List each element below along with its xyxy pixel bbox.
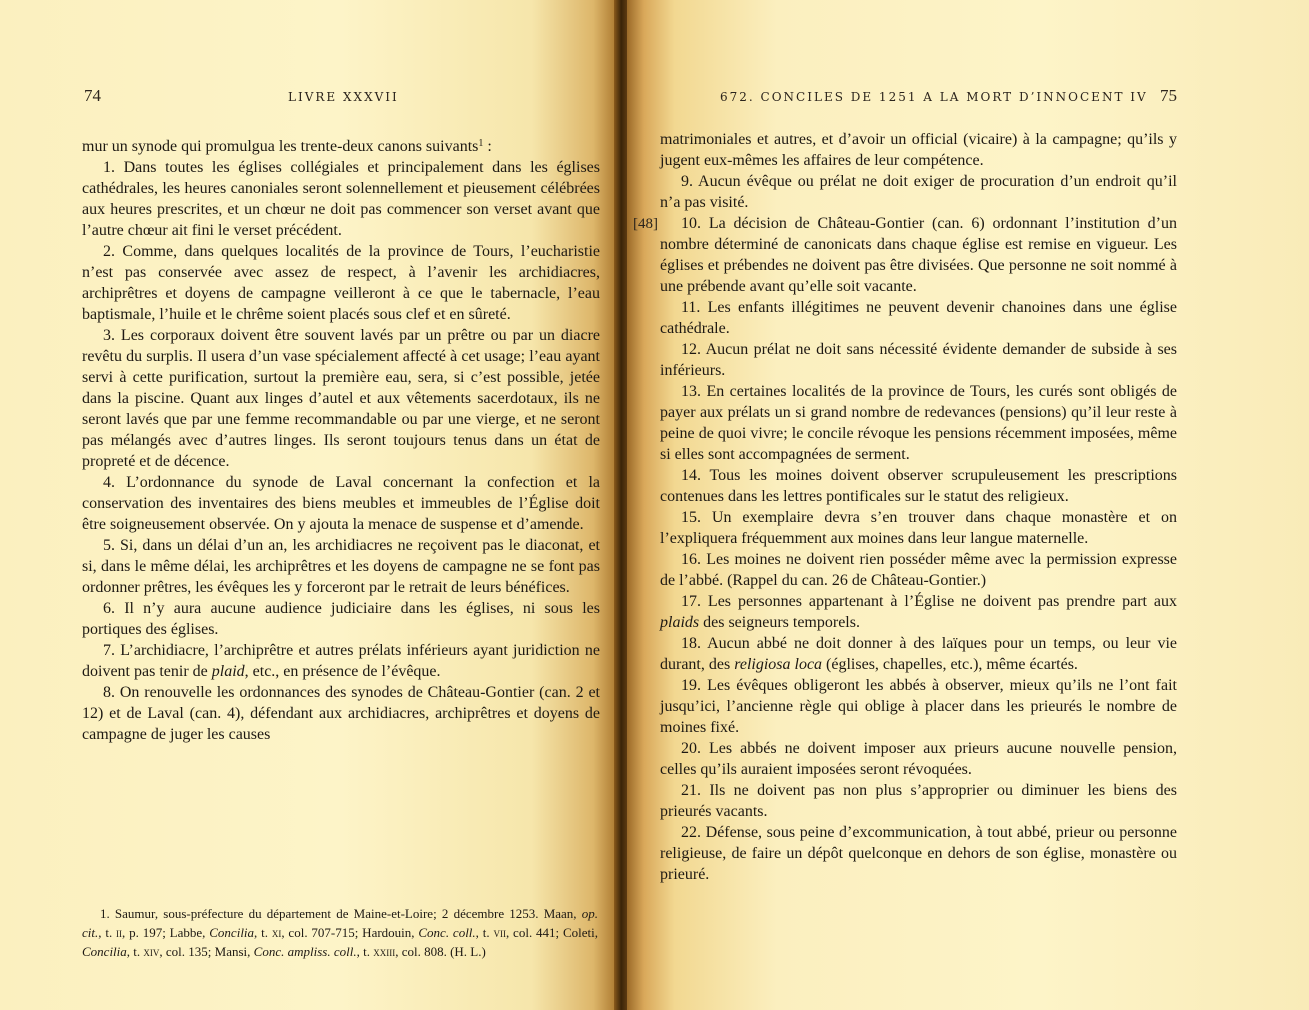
paragraph: mur un synode qui promulgua les trente-deux canons suivants$^1$ : [82, 138, 492, 155]
canon-22: 22. Défense, sous peine d’excommunication, à tout abbé, prieur ou personne religieuse, de faire un dépôt quelconque en dehors de son église, monastère ou prieuré. [660, 824, 1177, 883]
footnote-text: 1. Saumur, sous-préfecture du département de Maine-et-Loire; 2 décembre 1253. Maan, op. cit., t. ii, p. 197; Labbe, Concilia, t. xi, col. 707-715; Hardouin, Conc. coll., t. vii, col. 441; Coleti, Concilia, t. xiv, col. 135; Mansi, Conc. ampliss. coll., t. xxiii, col. 808. (H. L.) [82, 906, 599, 959]
canon-20: 20. Les abbés ne doivent imposer aux prieurs aucune nouvelle pension, celles qu’ils auraient imposées seront révoquées. [660, 740, 1177, 778]
canon-1: 1. Dans toutes les églises collégiales et principalement dans les églises cathédrales, les heures canoniales seront solennellement et pieusement célébrées aux heures prescrites, et un chœur ne doit pas commencer son verset avant que l’autre chœur ait fini le verset précédent. [82, 159, 600, 239]
canon-3: 3. Les corporaux doivent être souvent lavés par un prêtre ou par un diacre revêtu du surplis. Il usera d’un vase spécialement affecté à cet usage; l’eau ayant servi à cette purification, surtout la première eau, sera, si c’est possible, jetée dans la piscine. Quant aux linges d’autel et aux vêtements sacerdotaux, ils ne seront lavés que par une femme recommandable ou par une vierge, et ne seront pas mélangés avec d’autres linges. Ils seront toujours tenus dans un état de propreté et de décence. [82, 327, 600, 470]
right-page [627, 0, 1309, 1010]
canon-14: 14. Tous les moines doivent observer scrupuleusement les prescriptions contenues dans les lettres pontificales sur le statut des religieux. [660, 467, 1177, 505]
canon-2: 2. Comme, dans quelques localités de la province de Tours, l’eucharistie n’est pas conservée avec assez de respect, à l’avenir les archidiacres, archiprêtres et doyens de campagne veilleront à ce que le tabernacle, l’eau baptismale, l’huile et le chrême soient placés sous clef et en sûreté. [82, 243, 600, 323]
canon-10: 10. La décision de Château-Gontier (can. 6) ordonnant l’institution d’un nombre déterminé de canonicats dans chaque église est remise en vigueur. Les églises et prébendes ne doivent pas être divisées. Que personne ne soit nommé à une prébende avant qu’elle soit vacante. [660, 215, 1177, 295]
canon-8: 8. On renouvelle les ordonnances des synodes de Château-Gontier (can. 2 et 12) et de Laval (can. 4), défendant aux archidiacres, archiprêtres et doyens de campagne de juger les causes [82, 684, 600, 743]
footnote-marker[interactable]: 1 [478, 138, 484, 149]
canon-15: 15. Un exemplaire devra s’en trouver dans chaque monastère et on l’expliquera fréquemment aux moines dans leur langue maternelle. [660, 509, 1177, 547]
canon-13: 13. En certaines localités de la province de Tours, les curés sont obligés de payer aux prélats un si grand nombre de redevances (pensions) qu’il leur reste à peine de quoi vivre; le concile révoque les pensions récemment imposées, même si elles sont accompagnées de serment. [660, 383, 1177, 463]
canon-19: 19. Les évêques obligeront les abbés à observer, mieux qu’ils ne l’ont fait jusqu’ici, l’ancienne règle qui oblige à placer dans les prieurés le nombre de moines fixé. [660, 677, 1177, 736]
left-page [0, 0, 618, 1010]
canon-6: 6. Il n’y aura aucune audience judiciaire dans les églises, ni sous les portiques des églises. [82, 600, 600, 638]
footnote [82, 904, 598, 961]
canon-17: 17. Les personnes appartenant à l’Église ne doivent pas prendre part aux plaids des seigneurs temporels. [660, 593, 1177, 631]
canon-12: 12. Aucun prélat ne doit sans nécessité évidente demander de subside à ses inférieurs. [660, 341, 1177, 379]
left-body-text [82, 133, 600, 745]
canon-11: 11. Les enfants illégitimes ne peuvent devenir chanoines dans une église cathédrale. [660, 299, 1177, 337]
margin-reference: [48] [633, 216, 658, 232]
running-head: 672. CONCILES DE 1251 A LA MORT D’INNOCENT IV [720, 90, 1148, 104]
canon-9: 9. Aucun évêque ou prélat ne doit exiger de procuration d’un endroit qu’il n’a pas visité. [660, 173, 1177, 211]
page-number: 75 [1160, 86, 1177, 105]
right-body-text [660, 129, 1177, 885]
canon-7: 7. L’archidiacre, l’archiprêtre et autres prélats inférieurs ayant juridiction ne doivent pas tenir de plaid, etc., en présence de l’évêque. [82, 642, 600, 680]
canon-4: 4. L’ordonnance du synode de Laval concernant la confection et la conservation des inventaires des biens meubles et immeubles de l’Église doit être soigneusement observée. On y ajouta la menace de suspense et d’amende. [82, 474, 600, 533]
running-head: LIVRE XXXVII [288, 90, 399, 104]
canon-16: 16. Les moines ne doivent rien posséder même avec la permission expresse de l’abbé. (Rappel du can. 26 de Château-Gontier.) [660, 551, 1177, 589]
continuation-canon-8: matrimoniales et autres, et d’avoir un official (vicaire) à la campagne; qu’ils y jugent eux-mêmes les affaires de leur compétence. [660, 131, 1177, 169]
canon-21: 21. Ils ne doivent pas non plus s’approprier ou diminuer les biens des prieurés vacants. [660, 782, 1177, 820]
canon-18: 18. Aucun abbé ne doit donner à des laïques pour un temps, ou leur vie durant, des religiosa loca (églises, chapelles, etc.), même écartés. [660, 635, 1177, 673]
canon-5: 5. Si, dans un délai d’un an, les archidiacres ne reçoivent pas le diaconat, et si, dans le même délai, les archiprêtres et les doyens de campagne ne se font pas ordonner prêtres, les évêques les y forceront par le retrait de leurs bénéfices. [82, 537, 600, 596]
page-number: 74 [84, 86, 101, 105]
